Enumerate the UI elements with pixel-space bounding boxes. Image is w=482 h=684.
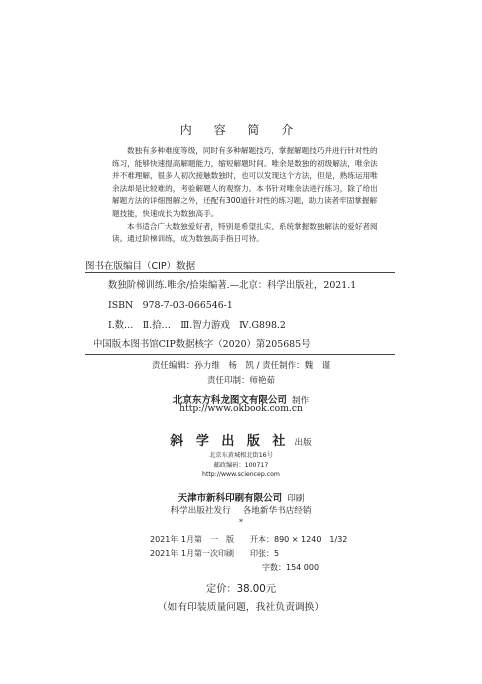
word-count: 字数：154 000: [262, 563, 320, 572]
producer-role: 制作: [291, 396, 310, 406]
price: 定价：38.00元: [206, 584, 276, 595]
retailer: 各地新华书店经销: [242, 506, 312, 516]
publisher-url: http://www.sciencep.com: [202, 471, 280, 478]
page-title: 内 容 简 介: [179, 123, 303, 137]
producer-name: 北京东方科龙图文有限公司: [172, 395, 287, 406]
book-introduction: [112, 145, 384, 246]
cip-line-record: 中国版本图书馆CIP数据核字（2020）第205685号: [93, 339, 311, 350]
separator-star: *: [239, 518, 243, 527]
publisher-logo-text: 斜 学 出 版 社: [170, 434, 290, 449]
distributor: 科学出版社发行: [170, 506, 231, 516]
intro-paragraph-1: 数独有多种难度等级，同时有多种解题技巧，掌握解题技巧并进行针对性的练习，能够快速提高解题能力，缩短解题时间。唯余是数独的初级解法，唯余法并不难理解，很多人初次接触数独时，也可以发现这个方法，但是，熟练运用唯余法却是比较难的，考验解题人的观察力。本书针对唯余法进行练习，除了给出解题方法的详细图解之外，还配有300道针对性的练习题，助力读者牢固掌握解题技能，快速成长为数独高手。: [112, 146, 378, 218]
publisher-role: 出版: [294, 438, 312, 448]
distribution-line: [0, 504, 482, 516]
publisher-line: [0, 430, 482, 449]
intro-paragraph-2: 本书适合广大数独爱好者，特别是希望扎实、系统掌握数独解法的爱好者阅读。通过阶梯训练，成为数独高手指日可待。: [112, 221, 378, 244]
cip-top-rule: [85, 272, 395, 273]
producer-url: http://www.okbook.com.cn: [179, 403, 303, 414]
quality-notice: （如有印装质量问题，我社负责调换）: [157, 602, 325, 613]
printer-role: 印刷: [287, 494, 305, 504]
publisher-postcode: 邮政编码：100717: [213, 462, 269, 469]
cip-line-title: 数独阶梯训练.唯余/拾柒编著.—北京：科学出版社，2021.1: [108, 280, 357, 291]
printing-editor: 责任印制：师艳茹: [206, 376, 275, 386]
cip-bottom-rule: [85, 354, 395, 355]
impression-info: 2021年 1月第一次印刷 印张：5: [150, 549, 280, 558]
cip-line-classification: Ⅰ.数… Ⅱ.拾… Ⅲ.智力游戏 Ⅳ.G898.2: [108, 320, 286, 331]
printer-name: 天津市新科印刷有限公司: [177, 493, 283, 504]
edition-info: 2021年 1月第 一 版 开本：890 × 1240 1/32: [150, 535, 348, 544]
cip-heading: 图书在版编目（CIP）数据: [85, 261, 196, 272]
responsible-editors: 责任编辑：孙力维 杨 凯 / 责任制作：魏 谨: [151, 361, 331, 371]
cip-line-isbn: ISBN 978-7-03-066546-1: [108, 300, 233, 311]
publisher-address: 北京东黄城根北街16号: [209, 452, 273, 459]
printer-line: [0, 486, 482, 505]
